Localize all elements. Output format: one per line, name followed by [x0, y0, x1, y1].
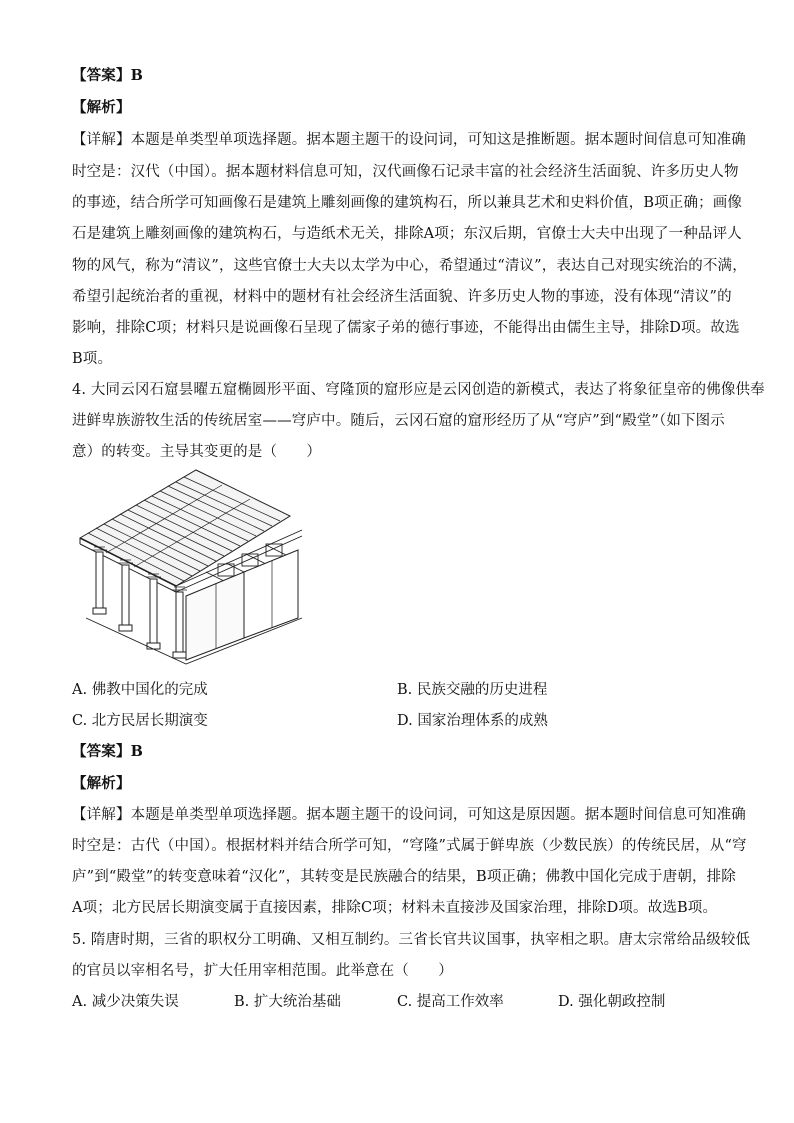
- q4-detail-line: 时空是：古代（中国）。根据材料并结合所学可知，“穹隆”式属于鲜卑族（少数民族）的传统民居，从“穹: [72, 838, 747, 854]
- q4-option-a: A. 佛教中国化的完成: [72, 682, 208, 698]
- q5-option-d: D. 强化朝政控制: [558, 994, 666, 1010]
- q3-detail-line: 希望引起统治者的重视，材料中的题材有社会经济生活面貌、许多历史人物的事迹，没有体现“清议”的: [72, 289, 732, 305]
- q3-answer: 【答案】B: [72, 67, 144, 84]
- q3-detail-line: 【详解】本题是单类型单项选择题。据本题主题干的设问词，可知这是推断题。据本题时间信息可知准确: [72, 132, 746, 148]
- q5-option-b: B. 扩大统治基础: [234, 994, 341, 1010]
- q4-option-c: C. 北方民居长期演变: [72, 713, 208, 729]
- q5-option-a: A. 减少决策失误: [72, 994, 179, 1010]
- q4-stem-line: 进鲜卑族游牧生活的传统居室——穹庐中。随后，云冈石窟的窟形经历了从“穹庐”到“殿堂”（如下图示: [72, 413, 725, 429]
- q4-detail-line: 庐”到“殿堂”的转变意味着“汉化”，其转变是民族融合的结果，B项正确；佛教中国化完成于唐朝，排除: [72, 869, 736, 885]
- q5-option-c: C. 提高工作效率: [397, 994, 504, 1010]
- q4-detail-line: A项；北方民居长期演变属于直接因素，排除C项；材料未直接涉及国家治理，排除D项。故选B项。: [72, 900, 718, 916]
- q4-answer: 【答案】B: [72, 743, 144, 760]
- q3-detail-line: B项。: [72, 351, 113, 367]
- hall-architecture-illustration: [76, 468, 308, 668]
- q4-analysis-label: 【解析】: [72, 775, 131, 792]
- q3-detail-line: 物的风气，称为“清议”，这些官僚士大夫以太学为中心，希望通过“清议”，表达自己对现实统治的不满，: [72, 258, 747, 274]
- q4-stem-line: 意）的转变。主导其变更的是（ ）: [72, 444, 322, 460]
- q3-detail-line: 石是建筑上雕刻画像的建筑构石，与造纸术无关，排除A项；东汉后期，官僚士大夫中出现了一种品评人: [72, 226, 742, 242]
- q4-option-b: B. 民族交融的历史进程: [397, 682, 548, 698]
- q4-detail-line: 【详解】本题是单类型单项选择题。据本题主题干的设问词，可知这是原因题。据本题时间信息可知准确: [72, 807, 746, 823]
- q5-stem-line: 的官员以宰相名号，扩大任用宰相范围。此举意在（ ）: [72, 963, 453, 979]
- q4-stem-line: 4. 大同云冈石窟昙曜五窟椭圆形平面、穹隆顶的窟形应是云冈创造的新模式，表达了将象征皇帝的佛像供奉: [72, 382, 765, 398]
- q3-detail-line: 影响，排除C项；材料只是说画像石呈现了儒家子弟的德行事迹，不能得出由儒生主导，排除D项。故选: [72, 320, 740, 336]
- q3-analysis-label: 【解析】: [72, 99, 131, 116]
- q4-option-d: D. 国家治理体系的成熟: [397, 713, 548, 729]
- q3-detail-line: 时空是：汉代（中国）。据本题材料信息可知，汉代画像石记录丰富的社会经济生活面貌、许多历史人物: [72, 164, 739, 180]
- q3-detail-line: 的事迹，结合所学可知画像石是建筑上雕刻画像的建筑构石，所以兼具艺术和史料价值，B项正确；画像: [72, 195, 743, 211]
- q5-stem-line: 5. 隋唐时期，三省的职权分工明确、又相互制约。三省长官共议国事，执宰相之职。唐太宗常给品级较低: [72, 932, 751, 948]
